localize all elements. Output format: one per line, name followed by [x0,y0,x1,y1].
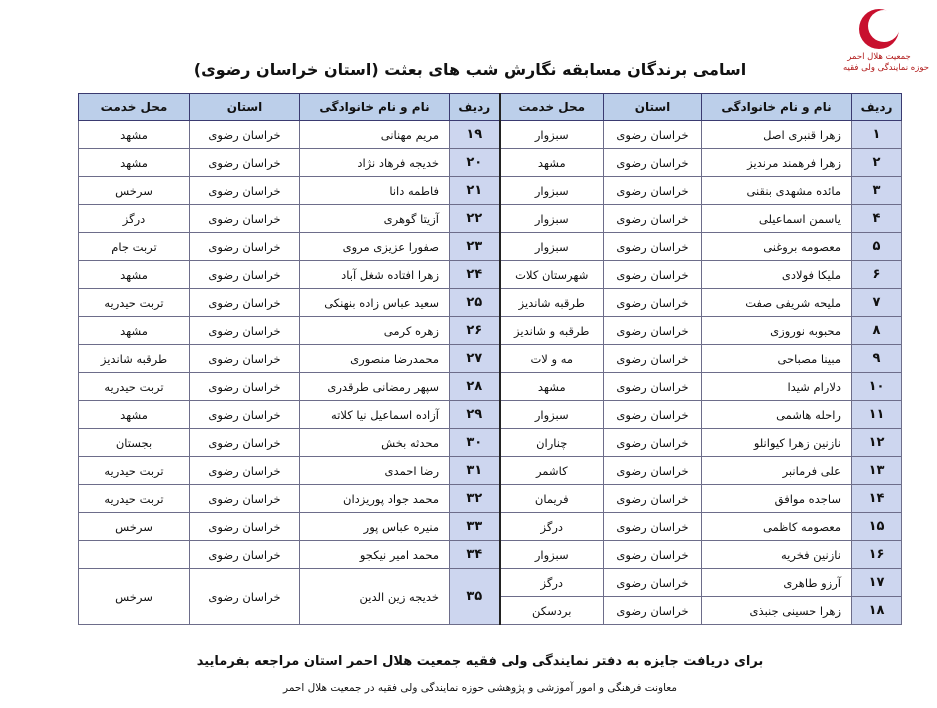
cell-province: خراسان رضوی [190,177,300,205]
cell-num: ۱۵ [852,513,902,541]
page-title: اسامی برندگان مسابقه نگارش شب های بعثت (استان خراسان رضوی) [193,60,747,79]
cell-num: ۳۳ [450,513,500,541]
cell-place: تربت حیدریه [79,289,190,317]
cell-num: ۳۵ [450,569,500,625]
cell-name: زهرا فرهمند مرندیز [702,149,852,177]
cell-province: خراسان رضوی [604,485,702,513]
cell-province: خراسان رضوی [604,513,702,541]
cell-place: درگز [500,513,604,541]
cell-province: خراسان رضوی [604,289,702,317]
cell-province: خراسان رضوی [190,485,300,513]
cell-num: ۴ [852,205,902,233]
cell-province: خراسان رضوی [190,261,300,289]
cell-province: خراسان رضوی [190,121,300,149]
table-row [79,485,902,513]
cell-place: فریمان [500,485,604,513]
cell-name: محمد امیر نیکجو [300,541,450,569]
logo-org-sub: حوزه نمایندگی ولی فقیه [843,63,929,73]
cell-num: ۳۱ [450,457,500,485]
cell-name: ساجده موافق [702,485,852,513]
table-row [79,233,902,261]
cell-place: کاشمر [500,457,604,485]
cell-name: معصومه بروغنی [702,233,852,261]
cell-province: خراسان رضوی [604,121,702,149]
cell-province: خراسان رضوی [604,345,702,373]
cell-name: زهرا افتاده شغل آباد [300,261,450,289]
table-row [79,569,902,597]
cell-name: مائده مشهدی بنقنی [702,177,852,205]
cell-name: نازنین فخریه [702,541,852,569]
cell-place: سبزوار [500,205,604,233]
cell-num: ۱۹ [450,121,500,149]
cell-num: ۳ [852,177,902,205]
cell-name: منیره عباس پور [300,513,450,541]
cell-name: آزیتا گوهری [300,205,450,233]
cell-place: بردسکن [500,597,604,625]
table-row [79,149,902,177]
table-row [79,541,902,569]
table-row [79,289,902,317]
cell-province: خراسان رضوی [190,233,300,261]
cell-place: مشهد [79,261,190,289]
cell-num: ۲۱ [450,177,500,205]
cell-num: ۲۸ [450,373,500,401]
table-row [79,513,902,541]
table-row [79,373,902,401]
cell-name: یاسمن اسماعیلی [702,205,852,233]
cell-province: خراسان رضوی [190,429,300,457]
cell-place: طرقبه شاندیز [79,345,190,373]
cell-place: سرخس [79,569,190,625]
cell-province: خراسان رضوی [190,457,300,485]
cell-province: خراسان رضوی [604,261,702,289]
cell-province: خراسان رضوی [604,149,702,177]
cell-province: خراسان رضوی [604,569,702,597]
cell-province: خراسان رضوی [604,401,702,429]
cell-place: مشهد [79,121,190,149]
cell-place: سبزوار [500,541,604,569]
table-row [79,261,902,289]
cell-province: خراسان رضوی [190,401,300,429]
cell-province: خراسان رضوی [190,317,300,345]
cell-num: ۱۴ [852,485,902,513]
cell-place: تربت حیدریه [79,485,190,513]
cell-num: ۱۲ [852,429,902,457]
table-header [79,94,902,121]
cell-name: ملیکا فولادی [702,261,852,289]
cell-name: مریم مهنانی [300,121,450,149]
table-row [79,345,902,373]
cell-province: خراسان رضوی [190,345,300,373]
table-row [79,177,902,205]
cell-name: معصومه کاظمی [702,513,852,541]
cell-num: ۳۴ [450,541,500,569]
cell-num: ۲۶ [450,317,500,345]
cell-place: سبزوار [500,121,604,149]
cell-name: مبینا مصباحی [702,345,852,373]
cell-place: شهرستان کلات [500,261,604,289]
cell-num: ۳۲ [450,485,500,513]
cell-num: ۲۹ [450,401,500,429]
cell-name: زهرا حسینی جنبذی [702,597,852,625]
cell-province: خراسان رضوی [604,373,702,401]
cell-name: علی فرمانبر [702,457,852,485]
cell-place: طرقبه شاندیز [500,289,604,317]
cell-name: فاطمه دانا [300,177,450,205]
cell-num: ۲۳ [450,233,500,261]
cell-num: ۱۸ [852,597,902,625]
winners-table [78,93,902,625]
cell-num: ۳۰ [450,429,500,457]
cell-province: خراسان رضوی [604,597,702,625]
cell-num: ۱۷ [852,569,902,597]
cell-name: نازنین زهرا کیوانلو [702,429,852,457]
cell-place: مشهد [500,149,604,177]
cell-place: مشهد [79,317,190,345]
cell-name: محمد جواد پوریزدان [300,485,450,513]
cell-name: محمدرضا منصوری [300,345,450,373]
table-row [79,457,902,485]
cell-num: ۱۰ [852,373,902,401]
cell-num: ۱۳ [852,457,902,485]
table-row [79,429,902,457]
cell-num: ۷ [852,289,902,317]
cell-province: خراسان رضوی [190,513,300,541]
cell-province: خراسان رضوی [190,289,300,317]
table-row [79,401,902,429]
cell-province: خراسان رضوی [604,205,702,233]
cell-name: دلارام شیدا [702,373,852,401]
cell-place: درگز [500,569,604,597]
cell-place: بجستان [79,429,190,457]
header-num: ردیف [450,94,500,121]
cell-name: محدثه بخش [300,429,450,457]
cell-num: ۲۷ [450,345,500,373]
cell-province: خراسان رضوی [604,177,702,205]
cell-place: سبزوار [500,401,604,429]
cell-name: ملیحه شریفی صفت [702,289,852,317]
cell-place: تربت حیدریه [79,457,190,485]
cell-place: مه و لات [500,345,604,373]
cell-name: سپهر رمضانی طرقدری [300,373,450,401]
red-crescent-icon [856,6,902,52]
cell-num: ۸ [852,317,902,345]
header-province: استان [190,94,300,121]
cell-name: خدیجه فرهاد نژاد [300,149,450,177]
cell-place [79,541,190,569]
cell-place: سرخس [79,513,190,541]
cell-place: سرخس [79,177,190,205]
cell-place: طرقبه و شاندیز [500,317,604,345]
cell-province: خراسان رضوی [604,233,702,261]
cell-name: آرزو طاهری [702,569,852,597]
cell-num: ۱ [852,121,902,149]
table-row [79,317,902,345]
cell-num: ۲۴ [450,261,500,289]
cell-province: خراسان رضوی [190,205,300,233]
cell-place: مشهد [500,373,604,401]
cell-name: سعید عباس زاده بنهنکی [300,289,450,317]
cell-place: درگز [79,205,190,233]
cell-name: آزاده اسماعیل نیا کلاته [300,401,450,429]
header-place: محل خدمت [500,94,604,121]
cell-place: سبزوار [500,177,604,205]
table-row [79,121,902,149]
logo-org-name: جمعیت هلال احمر [847,52,911,62]
red-crescent-logo [843,6,929,86]
cell-num: ۶ [852,261,902,289]
cell-num: ۱۱ [852,401,902,429]
cell-province: خراسان رضوی [190,373,300,401]
cell-place: تربت حیدریه [79,373,190,401]
cell-num: ۲ [852,149,902,177]
cell-name: رضا احمدی [300,457,450,485]
footer-sub: معاونت فرهنگی و امور آموزشی و پژوهشی حوزه نمایندگی ولی فقیه در جمعیت هلال احمر [283,682,677,694]
cell-province: خراسان رضوی [190,569,300,625]
header-province: استان [604,94,702,121]
cell-num: ۵ [852,233,902,261]
cell-name: محبوبه نوروزی [702,317,852,345]
cell-num: ۲۲ [450,205,500,233]
cell-num: ۲۰ [450,149,500,177]
cell-num: ۲۵ [450,289,500,317]
cell-place: سبزوار [500,233,604,261]
table-row [79,205,902,233]
table-body [79,121,902,625]
cell-province: خراسان رضوی [604,317,702,345]
cell-place: مشهد [79,401,190,429]
cell-province: خراسان رضوی [190,149,300,177]
cell-name: زهره کرمی [300,317,450,345]
cell-name: صفورا عزیزی مروی [300,233,450,261]
cell-num: ۱۶ [852,541,902,569]
cell-name: خدیجه زین الدین [300,569,450,625]
header-num: ردیف [852,94,902,121]
header-name: نام و نام خانوادگی [702,94,852,121]
cell-place: تربت جام [79,233,190,261]
cell-name: زهرا قنبری اصل [702,121,852,149]
cell-place: مشهد [79,149,190,177]
cell-place: چناران [500,429,604,457]
header-name: نام و نام خانوادگی [300,94,450,121]
cell-province: خراسان رضوی [604,541,702,569]
cell-num: ۹ [852,345,902,373]
header-place: محل خدمت [79,94,190,121]
cell-province: خراسان رضوی [190,541,300,569]
cell-name: راحله هاشمی [702,401,852,429]
footer-main: برای دریافت جایزه به دفتر نمایندگی ولی فقیه جمعیت هلال احمر استان مراجعه بفرمایید [196,654,764,669]
cell-province: خراسان رضوی [604,457,702,485]
cell-province: خراسان رضوی [604,429,702,457]
